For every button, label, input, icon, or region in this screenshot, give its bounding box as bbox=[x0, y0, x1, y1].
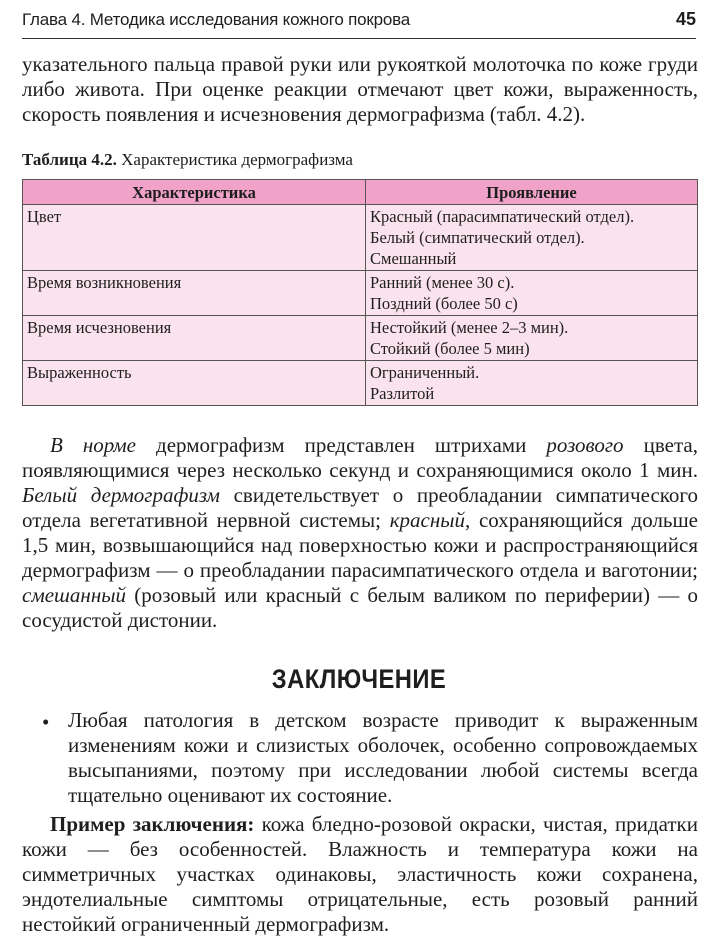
italic-term: розового bbox=[546, 433, 624, 457]
row-label: Цвет bbox=[23, 205, 366, 271]
text-run: дермографизм представлен штрихами bbox=[135, 433, 547, 457]
dermographism-table bbox=[22, 179, 698, 406]
value-line: Стойкий (более 5 мин) bbox=[370, 339, 530, 358]
value-line: Ранний (менее 30 с). bbox=[370, 273, 515, 292]
row-value bbox=[366, 205, 698, 271]
norm-paragraph bbox=[22, 433, 698, 633]
row-label: Время исчезновения bbox=[23, 316, 366, 361]
table-row bbox=[23, 361, 698, 406]
value-line: Ограниченный. bbox=[370, 363, 480, 382]
bullet-marker: • bbox=[42, 710, 50, 734]
table-row bbox=[23, 271, 698, 316]
bullet-text: Любая патология в детском возрасте приводит к выраженным изменениям кожи и слизистых оболочек, особенно сопровождаемых высыпаниями, поэтому при исследовании любой системы всегда тщательно оценивают их состояние. bbox=[68, 708, 698, 807]
table-caption-label: Таблица 4.2. bbox=[22, 150, 117, 169]
section-heading: ЗАКЛЮЧЕНИЕ bbox=[271, 664, 447, 694]
example-paragraph bbox=[22, 812, 698, 937]
table-header-row bbox=[23, 180, 698, 205]
italic-term: смешанный bbox=[22, 583, 126, 607]
text-run: , сохраняющийся дольше 1,5 мин, возвышающийся над поверхностью кожи и распространяющийся дермографизм — о преобладании парасимпатического отдела и ваготонии; bbox=[22, 508, 698, 582]
text-run: (розовый или красный с белым валиком по периферии) — о сосудистой дистонии. bbox=[22, 583, 698, 632]
row-value bbox=[366, 316, 698, 361]
value-line: Смешанный bbox=[370, 249, 457, 268]
row-value bbox=[366, 271, 698, 316]
example-text: кожа бледно-розовой окраски, чистая, придатки кожи — без особенностей. Влажность и температура кожи на симметричных участках одинаковы, эластичность кожи сохранена, эндотелиальные симптомы отрицательные, есть розовый ранний нестойкий ограниченный дермографизм. bbox=[22, 812, 698, 936]
running-head bbox=[22, 6, 696, 39]
table-row bbox=[23, 316, 698, 361]
table-caption bbox=[22, 150, 353, 170]
value-line: Красный (парасимпатический отдел). bbox=[370, 207, 635, 226]
value-line: Поздний (более 50 с) bbox=[370, 294, 518, 313]
text-run: свидетельствует о преобладании симпатического отдела вегетативной нервной системы; bbox=[22, 483, 698, 532]
column-header: Проявление bbox=[366, 180, 698, 205]
example-label: Пример заключения: bbox=[50, 812, 255, 836]
value-line: Нестойкий (менее 2–3 мин). bbox=[370, 318, 569, 337]
value-line: Разлитой bbox=[370, 384, 435, 403]
chapter-title: Глава 4. Методика исследования кожного покрова bbox=[22, 10, 411, 29]
text-run: цвета, появляющимися через несколько секунд и сохраняющимися около 1 мин. bbox=[22, 433, 698, 482]
italic-term: В норме bbox=[50, 433, 136, 457]
page-number: 45 bbox=[675, 9, 696, 29]
table-row bbox=[23, 205, 698, 271]
italic-term: красный bbox=[389, 508, 465, 532]
italic-term: Белый дермографизм bbox=[22, 483, 220, 507]
row-label: Выраженность bbox=[23, 361, 366, 406]
row-label: Время возникновения bbox=[23, 271, 366, 316]
table-caption-text: Характеристика дермографизма bbox=[116, 150, 353, 169]
value-line: Белый (симпатический отдел). bbox=[370, 228, 585, 247]
column-header: Характеристика bbox=[23, 180, 366, 205]
intro-paragraph: указательного пальца правой руки или рукояткой молоточка по коже груди либо живота. При оценке реакции отмечают цвет кожи, выраженность, скорость появления и исчезновения дермографизма (табл. 4.2). bbox=[22, 52, 698, 126]
row-value bbox=[366, 361, 698, 406]
